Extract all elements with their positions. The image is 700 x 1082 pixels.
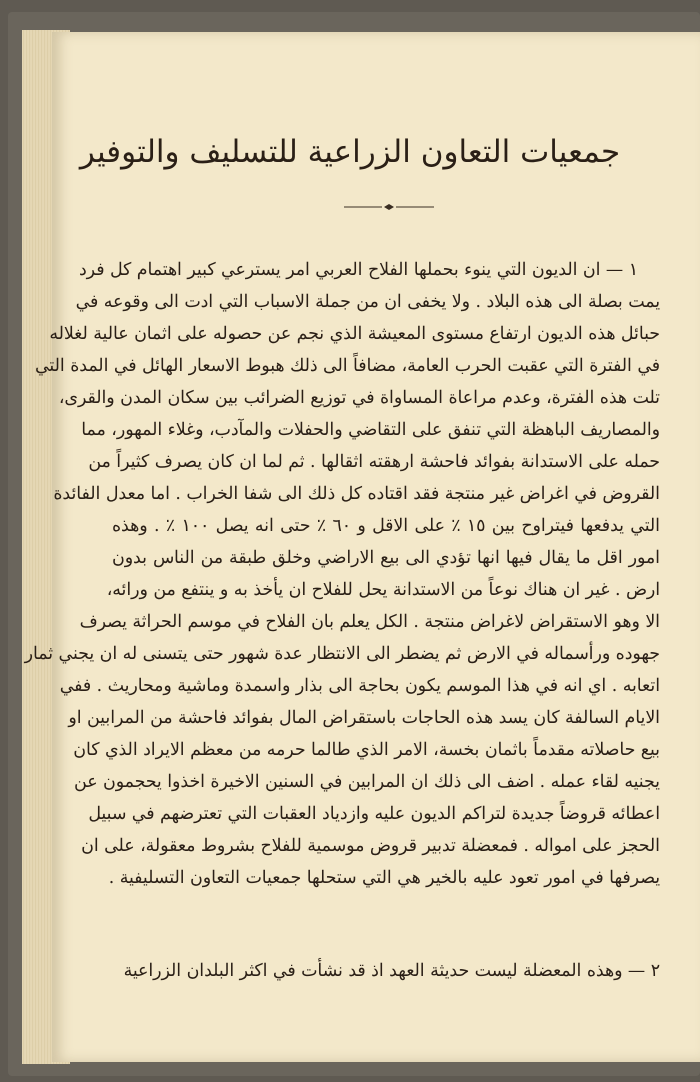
text-line: امور اقل ما يقال فيها انها تؤدي الى بيع الاراضي وخلق طبقة من الناس بدون — [112, 548, 660, 568]
text-line: يجنيه لقاء عمله . اضف الى ذلك ان المرابين في السنين الاخيرة اخذوا يحجمون عن — [74, 772, 660, 792]
text-line: بيع حاصلاته مقدماً باثمان بخسة، الامر الذي طالما حرمه من معظم الايراد الذي كان — [73, 740, 660, 760]
paragraph-2 — [112, 955, 660, 987]
text-line: ارض . غير ان هناك نوعاً من الاستدانة يحل للفلاح ان يأخذ به و ينتفع من ورائه، — [106, 580, 660, 600]
text-line: ٢ — وهذه المعضلة ليست حديثة العهد اذ قد نشأت في اكثر البلدان الزراعية — [123, 961, 660, 981]
text-line: يصرفها في امور تعود عليه بالخير هي التي ستحلها جمعيات التعاون التسليفية . — [108, 868, 660, 888]
title-ornament — [344, 203, 434, 211]
text-line: التي يدفعها فيتراوح بين ١٥ ٪ على الاقل و ٦٠ ٪ حتى انه يصل ١٠٠ ٪ . وهذه — [112, 516, 660, 536]
text-line: في الفترة التي عقبت الحرب العامة، مضافاً الى ذلك هبوط الاسعار الهائل في المدة التي — [35, 356, 660, 376]
text-line: والمصاريف الباهظة التي تنفق على التقاضي والحفلات والمآدب، وغلاء المهور، مما — [81, 420, 660, 440]
text-line: ١ — ان الديون التي ينوء بحملها الفلاح العربي امر يسترعي كبير اهتمام كل فرد — [78, 260, 638, 280]
text-line: حبائل هذه الديون ارتفاع مستوى المعيشة الذي نجم عن حصوله على اثمان عالية لغلاله — [49, 324, 660, 344]
text-line: الايام السالفة كان يسد هذه الحاجات باستقراض المال بفوائد فاحشة من المرابين او — [68, 708, 660, 728]
text-line: الا وهو الاستقراض لاغراض منتجة . الكل يعلم بان الفلاح في موسم الحراثة يصرف — [79, 612, 660, 632]
text-line: الحجز على امواله . فمعضلة تدبير قروض موسمية للفلاح بشروط معقولة، على ان — [81, 836, 660, 856]
text-line: اتعابه . اي انه في هذا الموسم يكون بحاجة الى بذار واسمدة وماشية ومحاريث . ففي — [59, 676, 660, 696]
text-line: اعطائه قروضاً جديدة لتراكم الديون عليه وازدياد العقبات التي تعترضهم في سبيل — [88, 804, 660, 824]
text-line: جهوده ورأسماله في الارض ثم يضطر الى الانتظار عدة شهور حتى يتسنى له ان يجني ثمار — [24, 644, 660, 664]
text-line: يمت بصلة الى هذه البلاد . ولا يخفى ان من جملة الاسباب التي ادت الى وقوعه في — [75, 292, 660, 312]
text-line: القروض في اغراض غير منتجة فقد اقتاده كل ذلك الى شفا الخراب . اما معدل الفائدة — [53, 484, 660, 504]
text-line: حمله على الاستدانة بفوائد فاحشة ارهقته اثقالها . ثم لما ان كان يصرف كثيراً من — [88, 452, 660, 472]
page-title: جمعيات التعاون الزراعية للتسليف والتوفير — [79, 134, 621, 170]
text-line: تلت هذه الفترة، وعدم مراعاة المساواة في توزيع الضرائب بين سكان المدن والقرى، — [58, 388, 660, 408]
paragraph-1 — [24, 254, 660, 894]
